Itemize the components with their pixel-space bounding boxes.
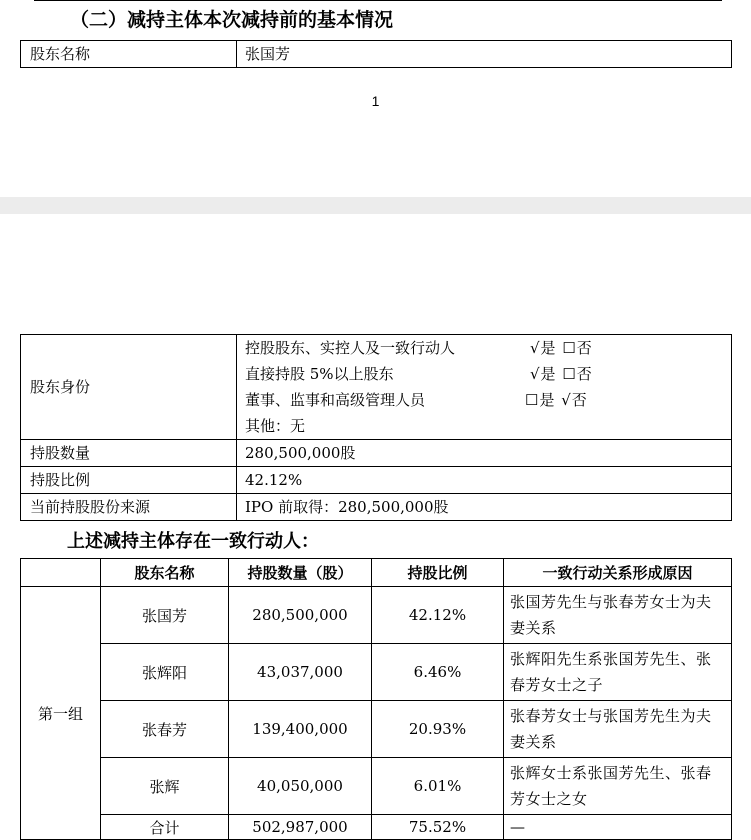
total-label: 合计 xyxy=(101,815,229,840)
member-ratio: 20.93% xyxy=(372,701,504,758)
column-header: 持股数量（股） xyxy=(229,559,372,587)
column-header: 一致行动关系形成原因 xyxy=(504,559,732,587)
identity-option-choice: √是 ☐否 xyxy=(530,339,593,357)
table-row xyxy=(21,644,732,701)
member-reason: 张春芳女士与张国芳先生为夫妻关系 xyxy=(504,701,732,758)
concert-heading: 上述减持主体存在一致行动人： xyxy=(67,531,319,552)
column-header: 持股比例 xyxy=(372,559,504,587)
section-title: （二）减持主体本次减持前的基本情况 xyxy=(70,9,394,31)
member-shares: 43,037,000 xyxy=(229,644,372,701)
member-reason: 张辉阳先生系张国芳先生、张春芳女士之子 xyxy=(504,644,732,701)
table-row xyxy=(21,41,732,68)
identity-option-text: 直接持股 5%以上股东 xyxy=(245,365,394,383)
source-label: 当前持股股份来源 xyxy=(21,494,237,521)
shares-label: 持股数量 xyxy=(21,440,237,467)
identity-option xyxy=(245,413,731,439)
member-name: 张春芳 xyxy=(101,701,229,758)
top-rule xyxy=(34,0,722,1)
total-row xyxy=(21,815,732,840)
member-ratio: 42.12% xyxy=(372,587,504,644)
shares-value: 280,500,000股 xyxy=(237,440,732,467)
ratio-label: 持股比例 xyxy=(21,467,237,494)
basic-info-table xyxy=(20,40,732,68)
total-ratio: 75.52% xyxy=(372,815,504,840)
identity-option xyxy=(245,387,731,413)
ratio-value: 42.12% xyxy=(237,467,732,494)
table-row xyxy=(21,494,732,521)
group-label: 第一组 xyxy=(21,587,101,840)
group-header xyxy=(21,559,101,587)
identity-option-choice: √是 ☐否 xyxy=(530,365,593,383)
table-row xyxy=(21,440,732,467)
member-name: 张国芳 xyxy=(101,587,229,644)
identity-option-text: 控股股东、实控人及一致行动人 xyxy=(245,339,456,357)
identity-option-text: 董事、监事和高级管理人员 xyxy=(245,391,426,409)
total-shares: 502,987,000 xyxy=(229,815,372,840)
table-row xyxy=(21,587,732,644)
member-ratio: 6.01% xyxy=(372,758,504,815)
identity-option-text: 其他：无 xyxy=(245,417,306,435)
identity-option-choice: ☐是 √否 xyxy=(525,391,588,409)
concert-table xyxy=(20,558,732,840)
member-reason: 张国芳先生与张春芳女士为夫妻关系 xyxy=(504,587,732,644)
member-name: 张辉阳 xyxy=(101,644,229,701)
identity-option xyxy=(245,361,731,387)
source-value: IPO 前取得：280,500,000股 xyxy=(237,494,732,521)
table-row xyxy=(21,467,732,494)
holder-info-table xyxy=(20,334,732,521)
identity-label: 股东身份 xyxy=(21,335,237,440)
member-shares: 40,050,000 xyxy=(229,758,372,815)
identity-options xyxy=(237,335,732,440)
member-shares: 280,500,000 xyxy=(229,587,372,644)
table-row xyxy=(21,758,732,815)
page-number: 1 xyxy=(371,93,380,109)
member-shares: 139,400,000 xyxy=(229,701,372,758)
total-reason: — xyxy=(504,815,732,840)
shareholder-name-label: 股东名称 xyxy=(21,41,237,68)
table-row xyxy=(21,335,732,440)
identity-option xyxy=(245,335,731,361)
column-header: 股东名称 xyxy=(101,559,229,587)
table-header-row xyxy=(21,559,732,587)
table-row xyxy=(21,701,732,758)
page-break xyxy=(0,197,751,214)
member-ratio: 6.46% xyxy=(372,644,504,701)
member-reason: 张辉女士系张国芳先生、张春芳女士之女 xyxy=(504,758,732,815)
shareholder-name-value: 张国芳 xyxy=(237,41,732,68)
member-name: 张辉 xyxy=(101,758,229,815)
